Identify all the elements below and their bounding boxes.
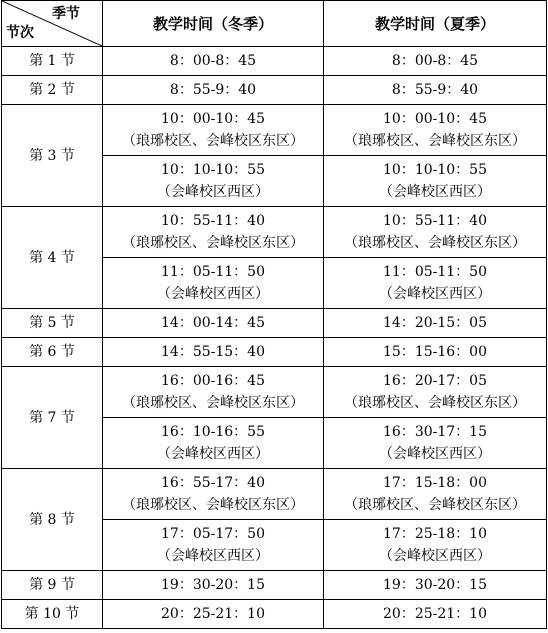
winter-time-cell <box>103 258 324 309</box>
summer-time-cell: 14：20-15：05 <box>324 309 547 338</box>
campus-note: （琅琊校区、会峰校区东区） <box>122 235 304 251</box>
table-row <box>2 207 547 258</box>
winter-time-cell: 14：00-14：45 <box>103 309 324 338</box>
period-cell: 第 6 节 <box>2 338 103 367</box>
campus-note: （琅琊校区、会峰校区东区） <box>344 133 526 149</box>
summer-time-cell <box>324 207 547 258</box>
time-range: 17：25-18：10 <box>383 526 487 542</box>
time-range: 16：20-17：05 <box>383 373 487 389</box>
winter-time-cell: 8：00-8：45 <box>103 47 324 76</box>
campus-note: （会峰校区西区） <box>157 286 269 302</box>
summer-time-cell: 20：25-21：10 <box>324 600 547 629</box>
class-schedule-table <box>1 0 547 629</box>
summer-time-cell: 15：15-16：00 <box>324 338 547 367</box>
table-row <box>2 338 547 367</box>
winter-time-cell <box>103 520 324 571</box>
winter-time-cell: 20：25-21：10 <box>103 600 324 629</box>
campus-note: （会峰校区西区） <box>379 286 491 302</box>
table-row <box>2 571 547 600</box>
campus-note: （琅琊校区、会峰校区东区） <box>344 497 526 513</box>
corner-period-label: 节次 <box>6 25 34 41</box>
winter-time-cell <box>103 156 324 207</box>
campus-note: （会峰校区西区） <box>157 446 269 462</box>
period-cell: 第 2 节 <box>2 76 103 105</box>
period-cell: 第 7 节 <box>2 367 103 469</box>
table-row <box>2 76 547 105</box>
winter-time-cell: 19：30-20：15 <box>103 571 324 600</box>
campus-note: （琅琊校区、会峰校区东区） <box>122 133 304 149</box>
time-range: 16：10-16：55 <box>161 424 265 440</box>
campus-note: （会峰校区西区） <box>379 548 491 564</box>
campus-note: （琅琊校区、会峰校区东区） <box>344 235 526 251</box>
winter-time-cell <box>103 207 324 258</box>
period-cell: 第 1 节 <box>2 47 103 76</box>
summer-time-cell <box>324 469 547 520</box>
winter-time-cell <box>103 469 324 520</box>
time-range: 11：05-11：50 <box>161 264 265 280</box>
summer-time-cell <box>324 367 547 418</box>
period-cell: 第 8 节 <box>2 469 103 571</box>
summer-time-cell <box>324 105 547 156</box>
campus-note: （琅琊校区、会峰校区东区） <box>122 395 304 411</box>
period-cell: 第 10 节 <box>2 600 103 629</box>
time-range: 11：05-11：50 <box>383 264 487 280</box>
campus-note: （琅琊校区、会峰校区东区） <box>344 395 526 411</box>
time-range: 16：55-17：40 <box>161 475 265 491</box>
period-cell: 第 3 节 <box>2 105 103 207</box>
header-row <box>2 1 547 47</box>
campus-note: （会峰校区西区） <box>157 548 269 564</box>
header-winter: 教学时间（冬季） <box>103 1 324 47</box>
winter-time-cell <box>103 367 324 418</box>
header-summer: 教学时间（夏季） <box>324 1 547 47</box>
time-range: 17：05-17：50 <box>161 526 265 542</box>
period-cell: 第 4 节 <box>2 207 103 309</box>
table-row <box>2 47 547 76</box>
time-range: 16：30-17：15 <box>383 424 487 440</box>
period-cell: 第 9 节 <box>2 571 103 600</box>
time-range: 10：00-10：45 <box>161 111 265 127</box>
time-range: 10：10-10：55 <box>383 162 487 178</box>
winter-time-cell: 14：55-15：40 <box>103 338 324 367</box>
summer-time-cell: 8：00-8：45 <box>324 47 547 76</box>
campus-note: （会峰校区西区） <box>379 184 491 200</box>
table-row <box>2 309 547 338</box>
summer-time-cell <box>324 156 547 207</box>
time-range: 10：00-10：45 <box>383 111 487 127</box>
summer-time-cell: 8：55-9：40 <box>324 76 547 105</box>
summer-time-cell: 19：30-20：15 <box>324 571 547 600</box>
period-cell: 第 5 节 <box>2 309 103 338</box>
campus-note: （会峰校区西区） <box>379 446 491 462</box>
table-row <box>2 469 547 520</box>
corner-season-label: 季节 <box>52 6 80 22</box>
winter-time-cell <box>103 418 324 469</box>
time-range: 10：55-11：40 <box>161 213 265 229</box>
summer-time-cell <box>324 258 547 309</box>
time-range: 10：10-10：55 <box>161 162 265 178</box>
table-row <box>2 105 547 156</box>
time-range: 17：15-18：00 <box>383 475 487 491</box>
table-row <box>2 367 547 418</box>
time-range: 10：55-11：40 <box>383 213 487 229</box>
corner-header-cell <box>2 1 103 47</box>
time-range: 16：00-16：45 <box>161 373 265 389</box>
summer-time-cell <box>324 520 547 571</box>
winter-time-cell: 8：55-9：40 <box>103 76 324 105</box>
summer-time-cell <box>324 418 547 469</box>
campus-note: （会峰校区西区） <box>157 184 269 200</box>
campus-note: （琅琊校区、会峰校区东区） <box>122 497 304 513</box>
table-row <box>2 600 547 629</box>
winter-time-cell <box>103 105 324 156</box>
